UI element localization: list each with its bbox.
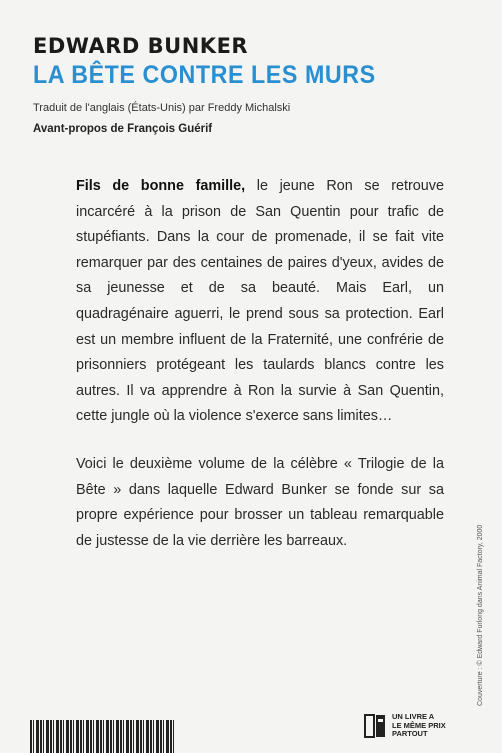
blurb-paragraph-1	[76, 174, 444, 430]
blurb-paragraph-2: Voici le deuxième volume de la célèbre « Trilogie de la Bête » dans laquelle Edward Bunker se fonde sur sa propre expérience pour brosser un tableau remarquable de justesse de la vie derrière les barreaux.	[76, 456, 444, 549]
foreword-credit: Avant-propos de François Guérif	[33, 123, 213, 135]
publisher-price-logo	[364, 713, 446, 739]
cover-photo-credit: Couverture : © Edward Furlong dans Animal Factory, 2000	[477, 524, 484, 706]
logo-text: UN LIVRE A LE MÊME PRIX PARTOUT	[392, 712, 446, 739]
blurb-text-1: le jeune Ron se retrouve incarcéré à la prison de San Quentin pour trafic de stupéfiants. Dans la cour de promenade, il se fait vite remarquer par des centaines de paires d'yeux, avides de sa jeunesse et de sa beauté. Mais Earl, un quadragénaire aguerri, le prend sous sa protection. Earl est un membre influent de la Fraternité, une confrérie de prisonniers protégeant les taulards blancs contre les autres. Il va apprendre à Ron la survie à San Quentin, cette jungle où la violence s'exerce sans limites…	[76, 178, 444, 425]
translator-credit: Traduit de l'anglais (États-Unis) par Freddy Michalski	[33, 102, 291, 114]
author-name: EDWARD BUNKER	[33, 34, 249, 58]
barcode	[30, 720, 176, 753]
book-price-icon	[364, 713, 386, 739]
book-title: LA BÊTE CONTRE LES MURS	[33, 61, 376, 89]
blurb-lead: Fils de bonne famille,	[76, 178, 246, 194]
